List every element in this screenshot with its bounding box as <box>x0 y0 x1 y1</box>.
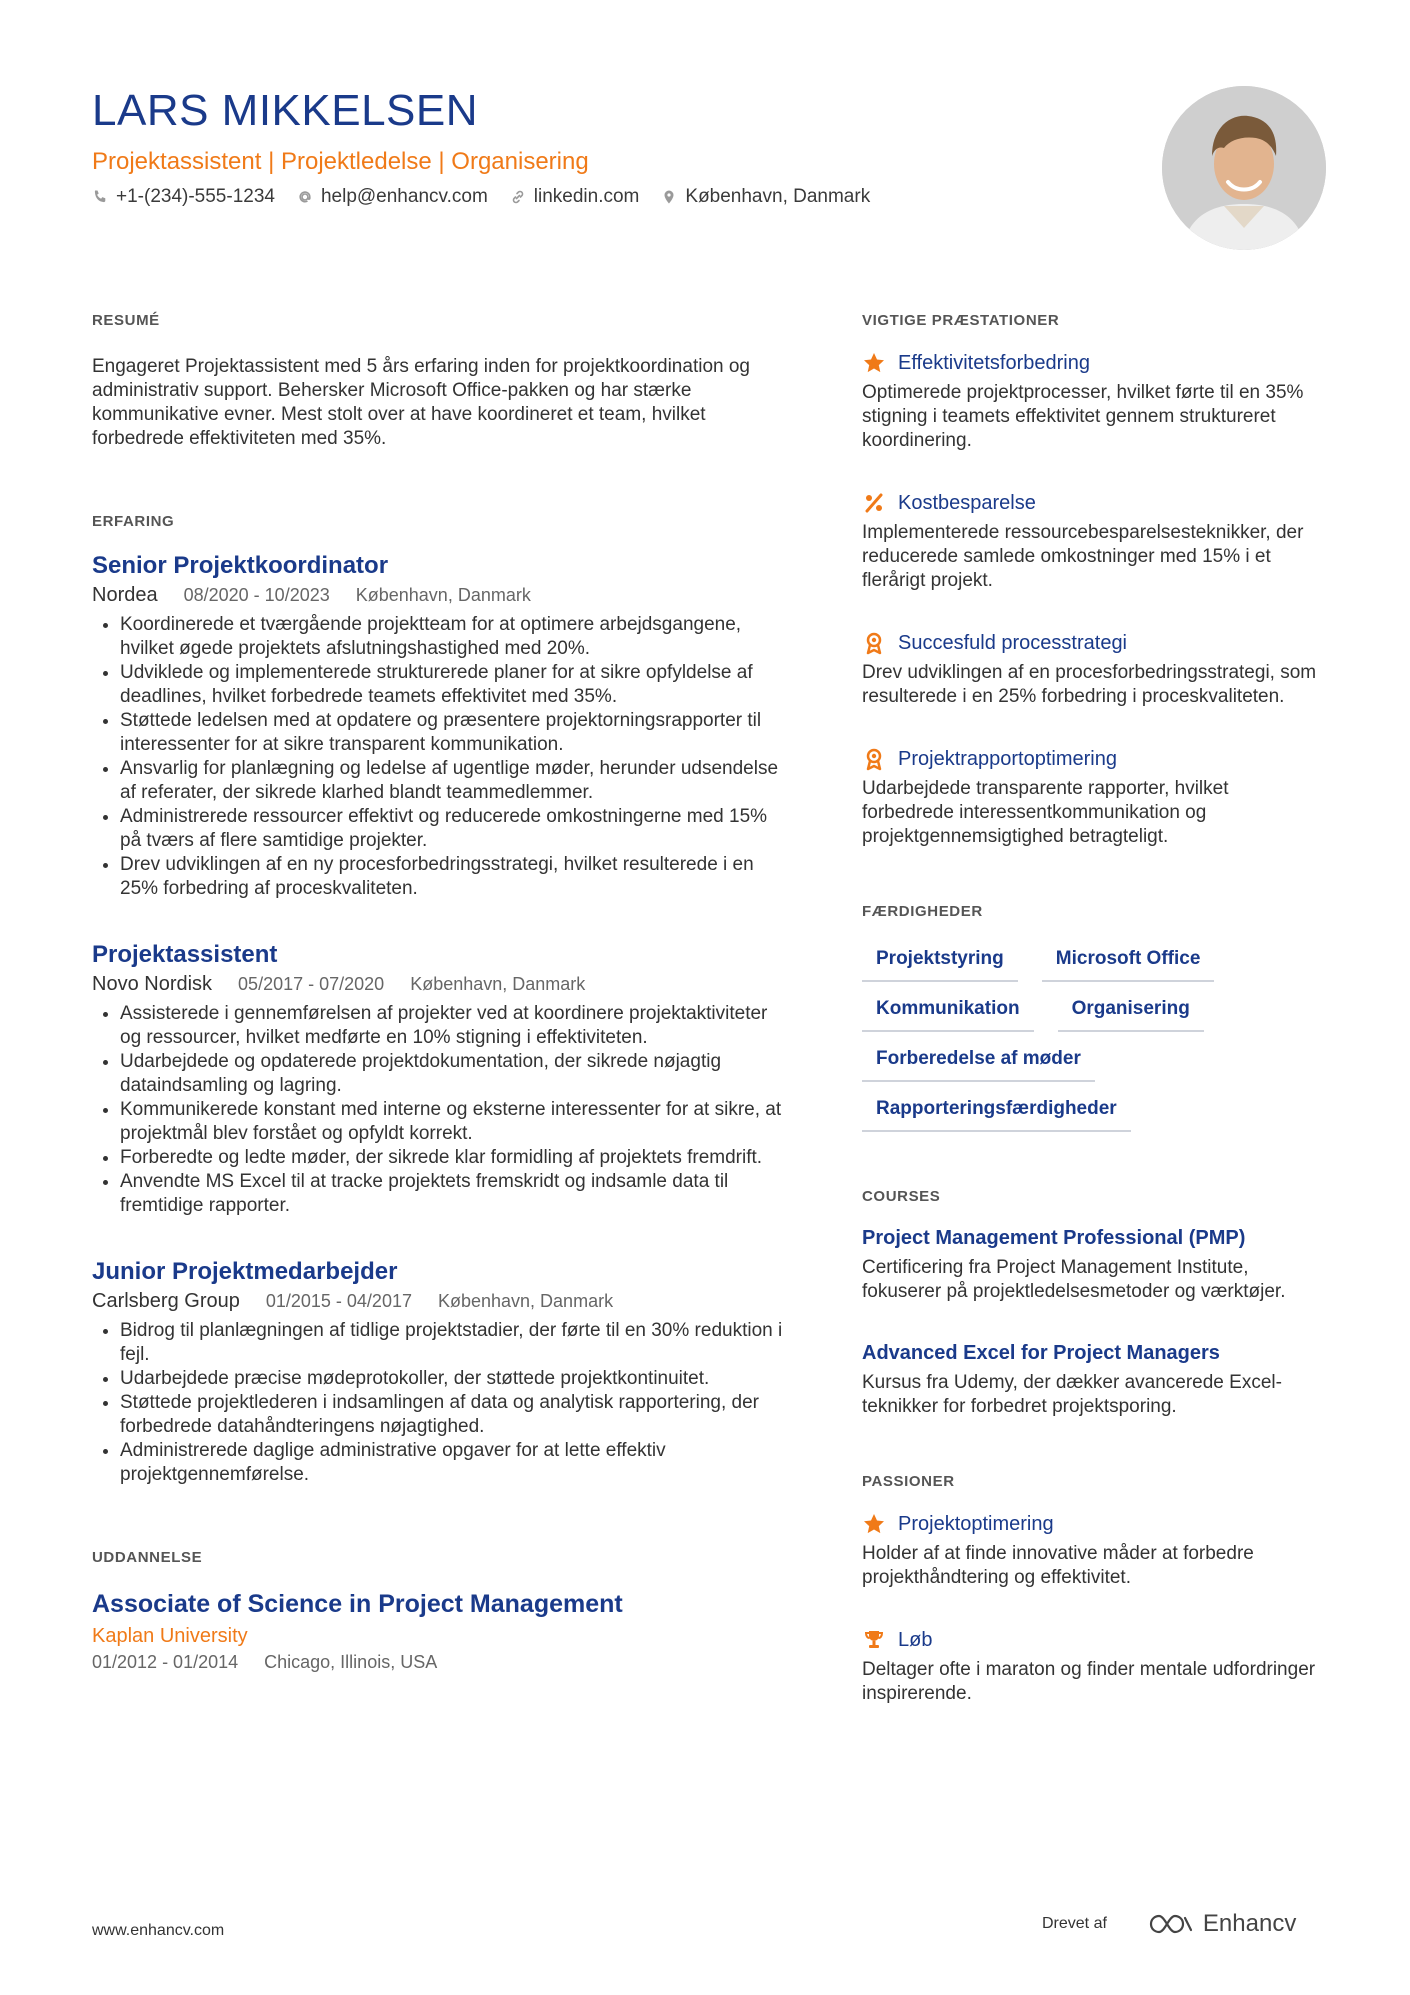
trophy-icon <box>862 1628 886 1652</box>
passion-head <box>862 1628 1322 1652</box>
footer-website[interactable]: www.enhancv.com <box>92 1922 225 1939</box>
education-school: Kaplan University <box>92 1625 248 1647</box>
achievement-desc: Implementerede ressourcebesparelsesteknikker, der reducerede samlede omkostninger med 15% i et flerårigt projekt. <box>862 522 1304 591</box>
job-bullet: • Udviklede og implementerede strukturerede planer for at sikre opfyldelse af deadlines, hvilket forbedrede teamets effektivitet med 35%. <box>120 661 792 709</box>
achievement-title: Effektivitetsforbedring <box>898 351 1090 374</box>
job-bullet: • Bidrog til planlægningen af tidlige projektstadier, der førte til en 30% reduktion i fejl. <box>120 1319 792 1367</box>
summary-heading: RESUMÉ <box>92 312 160 329</box>
email-text[interactable]: help@enhancv.com <box>320 186 488 207</box>
job-bullet: • Støttede ledelsen med at opdatere og præsentere projektorningsrapporter til interessenter for at sikre transparent kommunikation. <box>120 709 792 757</box>
job-location: København, Danmark <box>355 585 531 605</box>
summary-text: Engageret Projektassistent med 5 års erfaring inden for projektkoordination og administrativ support. Behersker Microsoft Office-pakken og har stærke kommunikative evner. Mest stolt over at have koordineret et team, hvilket forbedrede effektiviteten med 35%. <box>92 356 750 449</box>
contact-phone <box>92 186 275 208</box>
job-bullet: • Ansvarlig for planlægning og ledelse af ugentlige møder, herunder udsendelse af referater, der sikrede klarhed blandt teammedlemmer. <box>120 757 792 805</box>
skills-section <box>862 903 1322 1132</box>
powered-by-text: Drevet af <box>1042 1915 1107 1932</box>
achievement-desc: Udarbejdede transparente rapporter, hvilket forbedrede interessentkommunikation og projektgennemsigtighed betragteligt. <box>862 778 1229 847</box>
achievement-title: Succesfuld processtrategi <box>898 631 1128 654</box>
job-bullet: • Udarbejdede præcise mødeprotokoller, der støttede projektkontinuitet. <box>120 1367 792 1391</box>
achievement-head <box>862 631 1322 655</box>
star-icon <box>862 1512 886 1536</box>
passion-desc: Holder af at finde innovative måder at forbedre projekthåndtering og effektivitet. <box>862 1543 1254 1588</box>
course-item <box>862 1227 1322 1304</box>
skill-tag: Projektstyring <box>862 948 1018 982</box>
link-icon <box>510 189 526 205</box>
job-entry <box>92 1258 792 1487</box>
job-bullet: • Drev udviklingen af en ny procesforbedringsstrategi, hvilket resulterede i en 25% forbedring af proceskvaliteten. <box>120 853 792 901</box>
skill-tag: Organisering <box>1058 998 1204 1032</box>
job-bullets <box>92 613 792 901</box>
achievement-item <box>862 631 1322 709</box>
contact-email[interactable] <box>297 186 488 208</box>
job-entry <box>92 552 792 901</box>
course-desc: Certificering fra Project Management Institute, fokuserer på projektledelsesmetoder og værktøjer. <box>862 1257 1286 1302</box>
education-degree: Associate of Science in Project Management <box>92 1590 623 1618</box>
award-icon <box>862 747 886 771</box>
job-title: Senior Projektkoordinator <box>92 552 389 579</box>
achievement-title: Kostbesparelse <box>898 491 1036 514</box>
passion-title: Løb <box>898 1628 933 1651</box>
job-meta <box>92 973 792 996</box>
job-location: København, Danmark <box>437 1291 614 1311</box>
course-title: Advanced Excel for Project Managers <box>862 1342 1220 1364</box>
summary-section <box>92 312 792 451</box>
courses-heading: COURSES <box>862 1188 941 1205</box>
experience-section <box>92 513 792 1487</box>
achievement-head <box>862 351 1322 375</box>
courses-section <box>862 1188 1322 1419</box>
passions-section <box>862 1473 1322 1706</box>
tagline: Projektassistent | Projektledelse | Organisering <box>92 148 589 175</box>
job-meta <box>92 584 792 607</box>
job-title: Projektassistent <box>92 941 278 968</box>
skill-tag: Microsoft Office <box>1042 948 1215 982</box>
contact-linkedin[interactable] <box>510 186 640 208</box>
job-location: København, Danmark <box>410 974 586 994</box>
job-bullets <box>92 1002 792 1218</box>
job-meta <box>92 1290 792 1313</box>
education-section <box>92 1549 792 1673</box>
achievement-head <box>862 747 1322 771</box>
course-title: Project Management Professional (PMP) <box>862 1227 1246 1249</box>
location-pin-icon <box>661 189 677 205</box>
job-company: Nordea <box>92 584 158 606</box>
achievement-item <box>862 491 1322 593</box>
brand-name: Enhancv <box>1202 1910 1297 1937</box>
job-title: Junior Projektmedarbejder <box>92 1258 398 1285</box>
education-meta <box>92 1652 792 1673</box>
linkedin-text[interactable]: linkedin.com <box>533 186 640 207</box>
job-company: Carlsberg Group <box>92 1290 240 1312</box>
phone-icon <box>92 189 108 205</box>
job-bullet: • Assisterede i gennemførelsen af projekter ved at koordinere projektaktiviteter og ressourcer, hvilket medførte en 10% stigning i effektiviteten. <box>120 1002 792 1050</box>
job-bullet: • Administrerede ressourcer effektivt og reducerede omkostningerne med 15% på tværs af flere samtidige projekter. <box>120 805 792 853</box>
phone-text: +1-(234)-555-1234 <box>116 186 275 207</box>
at-icon <box>297 189 313 205</box>
passions-heading: PASSIONER <box>862 1473 955 1490</box>
skills-list <box>862 948 1302 1132</box>
right-column <box>862 312 1322 1744</box>
contact-location <box>661 186 870 208</box>
achievement-title: Projektrapportoptimering <box>898 747 1117 770</box>
job-bullet: • Koordinerede et tværgående projektteam for at optimere arbejdsgangene, hvilket øgede projektets afslutningshastighed med 20%. <box>120 613 792 661</box>
job-bullet: • Støttede projektlederen i indsamlingen af data og analytisk rapportering, der forbedrede datahåndteringens nøjagtighed. <box>120 1391 792 1439</box>
course-item <box>862 1342 1322 1419</box>
passion-head <box>862 1512 1322 1536</box>
award-icon <box>862 631 886 655</box>
education-dates: 01/2012 - 01/2014 <box>92 1652 239 1672</box>
left-column <box>92 312 792 1673</box>
job-dates: 08/2020 - 10/2023 <box>183 585 330 605</box>
location-text: København, Danmark <box>685 186 871 207</box>
passion-item <box>862 1628 1322 1706</box>
enhancv-logo-icon <box>1147 1912 1195 1936</box>
passion-item <box>862 1512 1322 1590</box>
job-entry <box>92 941 792 1218</box>
achievement-head <box>862 491 1322 515</box>
education-location: Chicago, Illinois, USA <box>264 1652 438 1672</box>
job-bullet: • Administrerede daglige administrative opgaver for at lette effektiv projektgennemførelse. <box>120 1439 792 1487</box>
achievements-heading: VIGTIGE PRÆSTATIONER <box>862 312 1060 329</box>
job-bullet: • Forberedte og ledte møder, der sikrede klar formidling af projektets fremdrift. <box>120 1146 792 1170</box>
passion-title: Projektoptimering <box>898 1512 1054 1535</box>
skills-heading: FÆRDIGHEDER <box>862 903 983 920</box>
star-icon <box>862 351 886 375</box>
job-bullet: • Kommunikerede konstant med interne og eksterne interessenter for at sikre, at projektmål blev forstået og opfyldt korrekt. <box>120 1098 792 1146</box>
course-desc: Kursus fra Udemy, der dækker avancerede Excel-teknikker for forbedret projektsporing. <box>862 1372 1282 1417</box>
job-dates: 05/2017 - 07/2020 <box>238 974 385 994</box>
skill-tag: Rapporteringsfærdigheder <box>862 1098 1131 1132</box>
profile-photo-illustration <box>1162 86 1326 250</box>
passion-desc: Deltager ofte i maraton og finder mentale udfordringer inspirerende. <box>862 1659 1316 1704</box>
footer-branding <box>1042 1910 1296 1938</box>
job-company: Novo Nordisk <box>92 973 213 995</box>
achievement-item <box>862 747 1322 849</box>
achievement-item <box>862 351 1322 453</box>
percent-icon <box>862 491 886 515</box>
job-bullets <box>92 1319 792 1487</box>
candidate-name: LARS MIKKELSEN <box>92 86 479 135</box>
job-dates: 01/2015 - 04/2017 <box>265 1291 412 1311</box>
brand-logo[interactable] <box>1147 1910 1296 1938</box>
profile-photo <box>1162 86 1326 250</box>
contact-row <box>92 186 870 208</box>
job-bullet: • Anvendte MS Excel til at tracke projektets fremskridt og indsamle data til fremtidige rapporter. <box>120 1170 792 1218</box>
skill-tag: Kommunikation <box>862 998 1034 1032</box>
achievement-desc: Drev udviklingen af en procesforbedringsstrategi, som resulterede i en 25% forbedring i proceskvaliteten. <box>862 662 1317 707</box>
education-heading: UDDANNELSE <box>92 1549 203 1566</box>
achievements-section <box>862 312 1322 849</box>
achievement-desc: Optimerede projektprocesser, hvilket førte til en 35% stigning i teamets effektivitet gennem struktureret koordinering. <box>862 382 1304 451</box>
skill-tag: Forberedelse af møder <box>862 1048 1095 1082</box>
experience-heading: ERFARING <box>92 513 175 530</box>
job-bullet: • Udarbejdede og opdaterede projektdokumentation, der sikrede nøjagtig dataindsamling og lagring. <box>120 1050 792 1098</box>
